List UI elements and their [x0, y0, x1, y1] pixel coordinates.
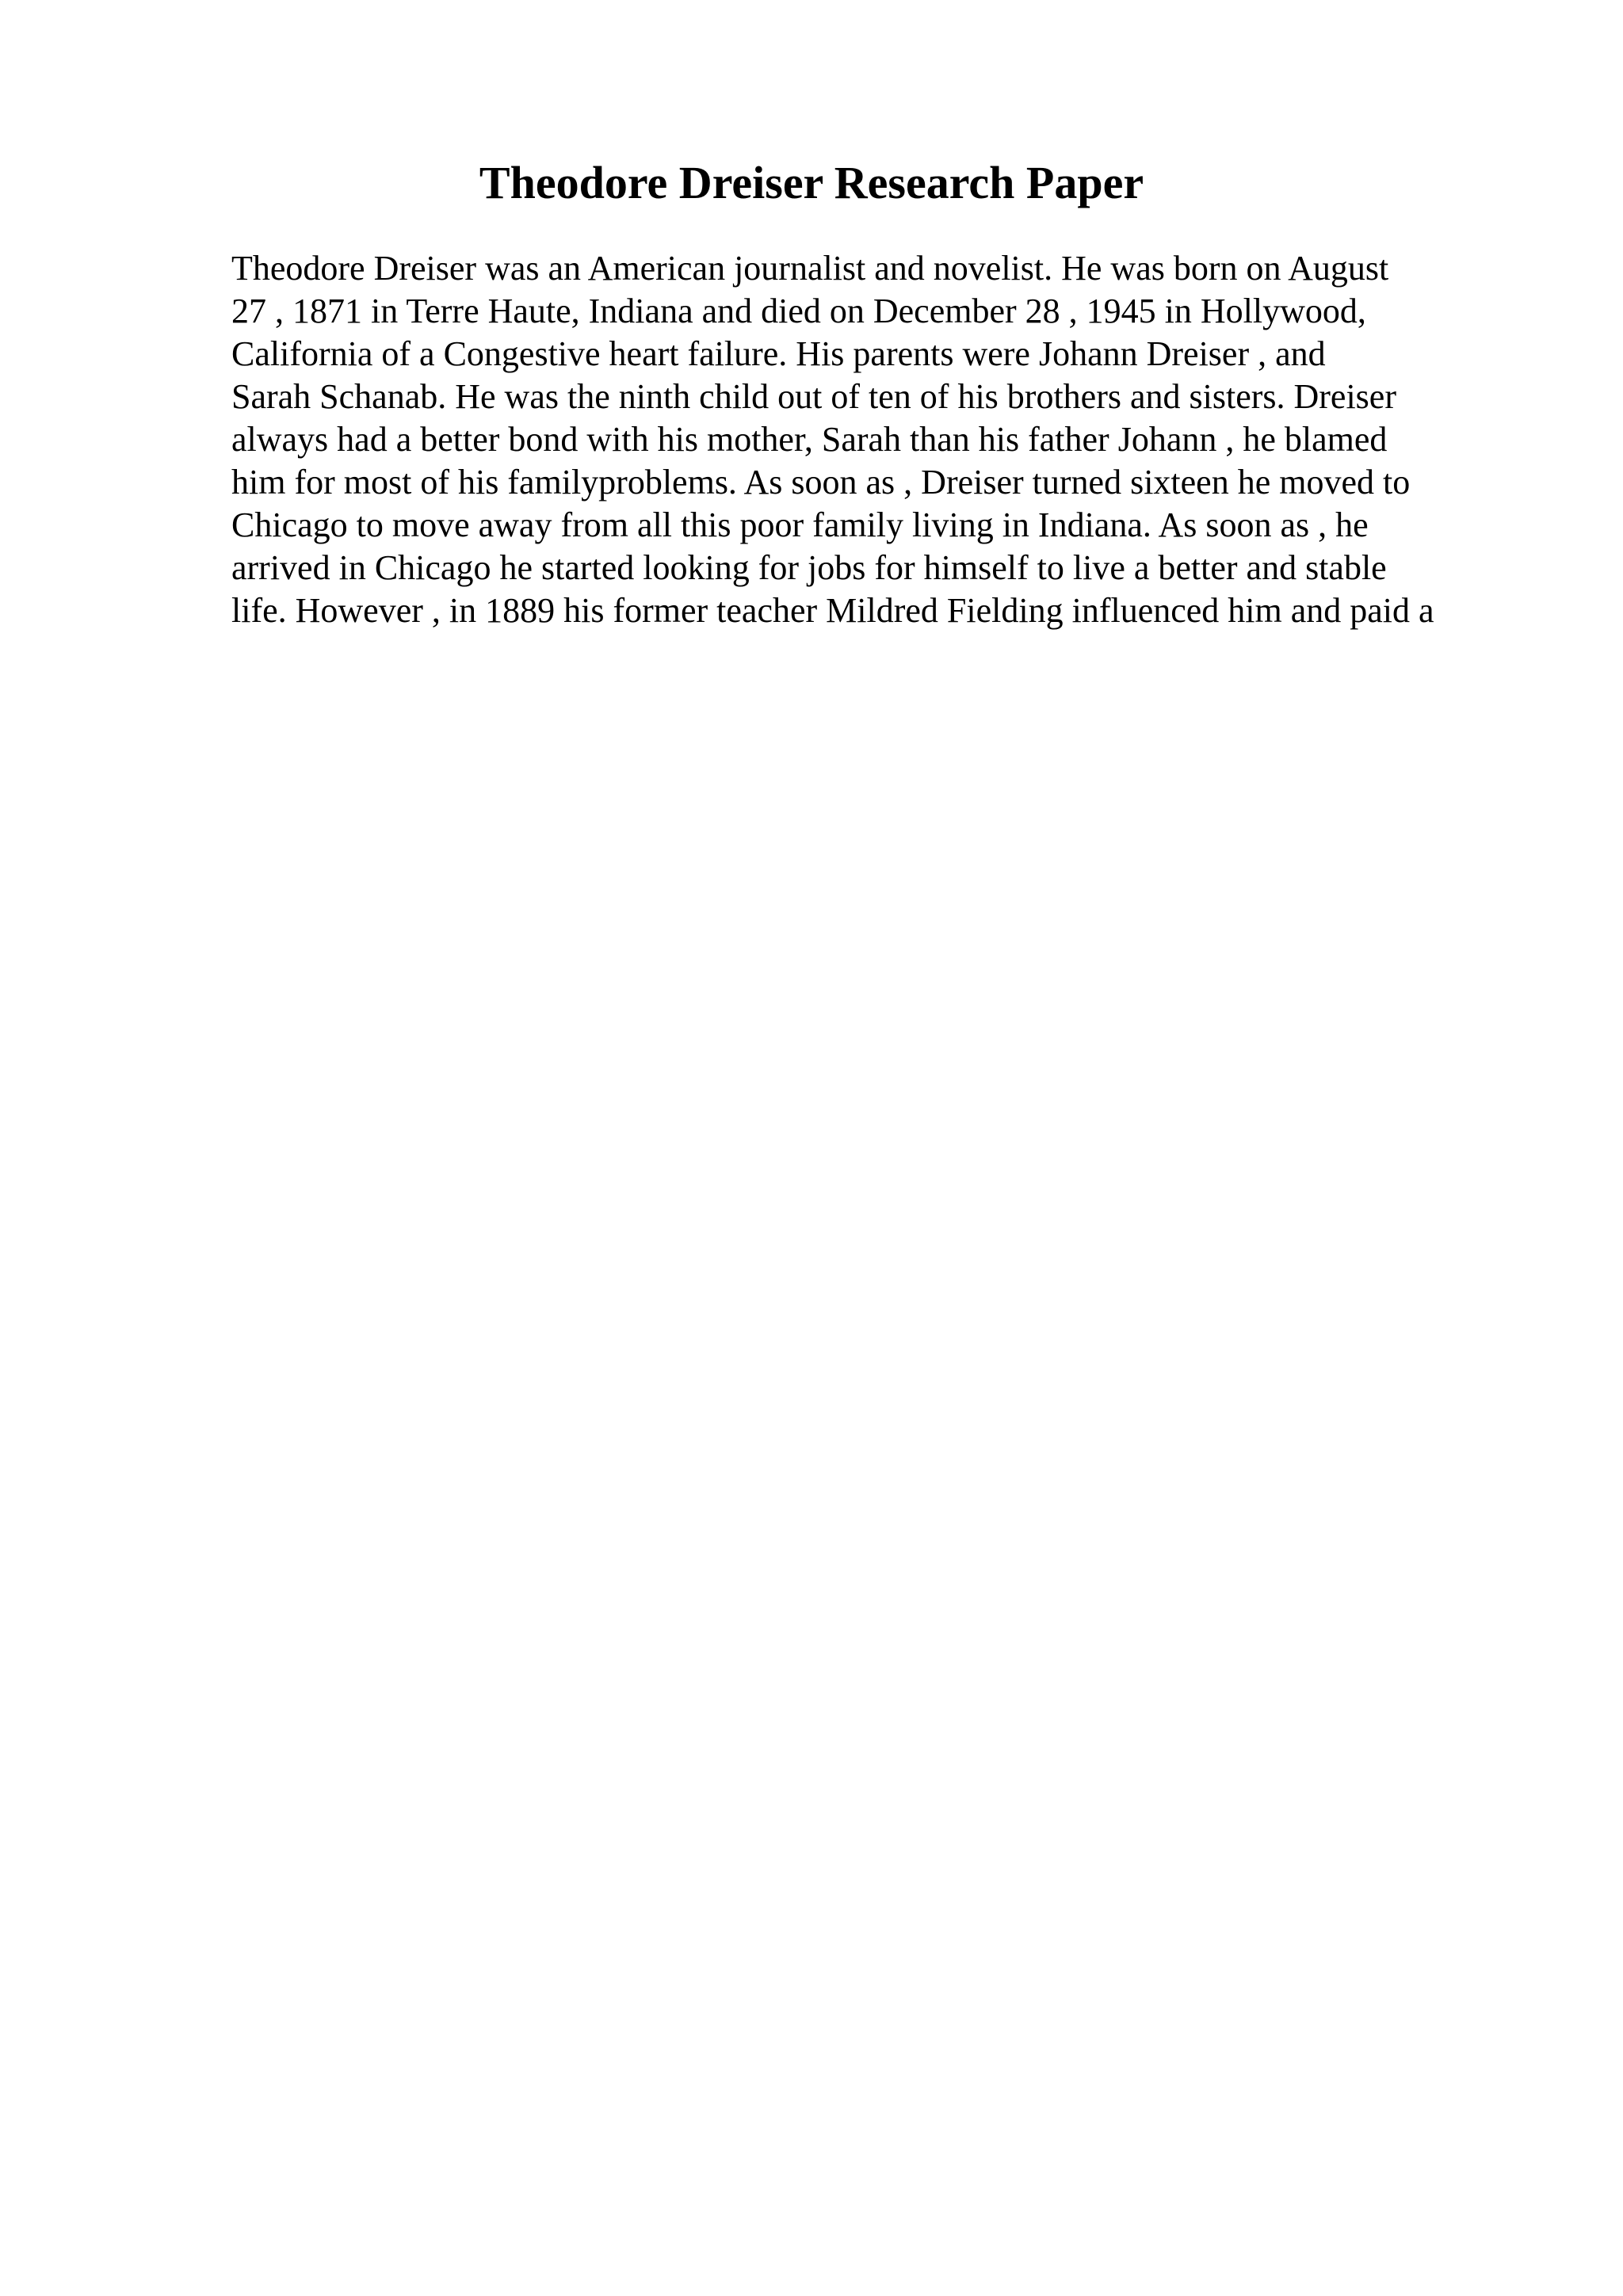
paragraph-line: California of a Congestive heart failure. His parents were Johann Dreiser , and: [231, 334, 1326, 373]
paragraph-line: arrived in Chicago he started looking for jobs for himself to live a better and stable: [231, 548, 1387, 587]
paragraph-line: life. However , in 1889 his former teacher Mildred Fielding influenced him and paid a: [231, 591, 1434, 630]
document-title: Theodore Dreiser Research Paper: [479, 157, 1144, 208]
paragraph-line: Sarah Schanab. He was the ninth child out of ten of his brothers and sisters. Dreiser: [231, 377, 1396, 416]
paragraph-line: always had a better bond with his mother, Sarah than his father Johann , he blamed: [231, 420, 1388, 459]
paragraph-line: Chicago to move away from all this poor family living in Indiana. As soon as , he: [231, 505, 1369, 544]
body-paragraph: [231, 247, 1623, 632]
paragraph-line: 27 , 1871 in Terre Haute, Indiana and died on December 28 , 1945 in Hollywood,: [231, 292, 1366, 330]
paragraph-line: him for most of his familyproblems. As soon as , Dreiser turned sixteen he moved to: [231, 463, 1411, 502]
paragraph-line: Theodore Dreiser was an American journalist and novelist. He was born on August: [231, 249, 1389, 288]
